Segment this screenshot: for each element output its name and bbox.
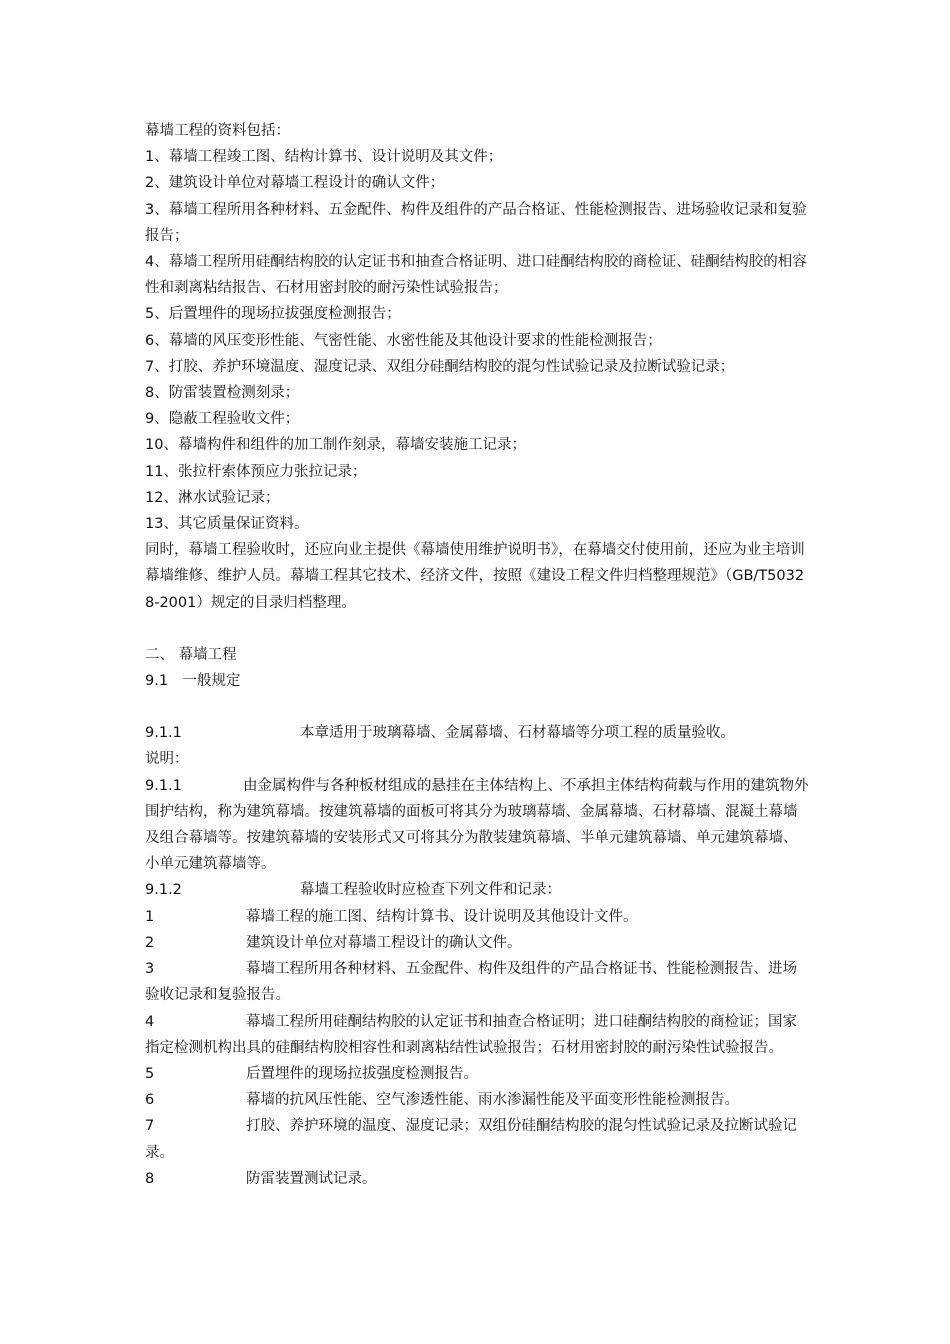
intro-item: 12、淋水试验记录；: [145, 489, 280, 506]
intro-item: 7、打胶、养护环境温度、湿度记录、双组分硅酮结构胶的混匀性试验记录及拉断试验记录；: [145, 358, 735, 375]
clause-text: 幕墙工程验收时应检查下列文件和记录：: [300, 882, 561, 899]
list-item: [145, 1087, 810, 1113]
intro-item: 9、隐蔽工程验收文件；: [145, 411, 300, 428]
spacer: [145, 616, 810, 642]
intro-item: 10、幕墙构件和组件的加工制作刻录，幕墙安装施工记录；: [145, 437, 526, 454]
intro-item: 4、幕墙工程所用硅酮结构胶的认定证书和抽查合格证明、进口硅酮结构胶的商检证、硅酮结构胶的相容性和剥离粘结报告、石材用密封胶的耐污染性试验报告；: [145, 254, 807, 297]
intro-item: 1、幕墙工程竣工图、结构计算书、设计说明及其文件；: [145, 149, 503, 166]
explain-label: 说明：: [145, 751, 189, 768]
intro-heading: 幕墙工程的资料包括：: [145, 123, 290, 139]
section-subtitle: 9.1 一般规定: [145, 673, 241, 690]
intro-item: 13、其它质量保证资料。: [145, 516, 309, 533]
list-item: [145, 1113, 810, 1165]
item-text: 幕墙的抗风压性能、空气渗透性能、雨水渗漏性能及平面变形性能检测报告。: [246, 1092, 739, 1109]
intro-item: 6、幕墙的风压变形性能、气密性能、水密性能及其他设计要求的性能检测报告；: [145, 332, 662, 349]
clause-text: 本章适用于玻璃幕墙、金属幕墙、石材幕墙等分项工程的质量验收。: [300, 725, 735, 742]
item-text: 防雷装置测试记录。: [246, 1170, 377, 1187]
list-item: [145, 904, 810, 930]
item-text: 幕墙工程所用各种材料、五金配件、构件及组件的产品合格证书、性能检测报告、进场验收记录和复验报告。: [145, 961, 797, 1004]
clause-number: 9.1.1: [145, 725, 182, 742]
item-text: 幕墙工程所用硅酮结构胶的认定证书和抽查合格证明；进口硅酮结构胶的商检证；国家指定检测机构出具的硅酮结构胶相容性和剥离粘结性试验报告；石材用密封胶的耐污染性试验报告。: [145, 1013, 797, 1056]
section-title: 二、 幕墙工程: [145, 646, 237, 663]
item-number: 7: [145, 1118, 155, 1135]
list-item: [145, 1009, 810, 1061]
item-number: 3: [145, 961, 155, 978]
item-number: 4: [145, 1013, 155, 1030]
explain-9-1-1: [145, 773, 810, 878]
intro-item: 2、建筑设计单位对幕墙工程设计的确认文件；: [145, 175, 445, 192]
item-text: 建筑设计单位对幕墙工程设计的确认文件。: [246, 934, 522, 951]
intro-item: 5、后置埋件的现场拉拔强度检测报告；: [145, 306, 401, 323]
item-number: 1: [145, 908, 155, 925]
list-item: [145, 1061, 810, 1087]
item-number: 2: [145, 934, 155, 951]
item-number: 5: [145, 1065, 155, 1082]
clause-9-1-2: [145, 877, 810, 903]
intro-item: 11、张拉杆索体预应力张拉记录；: [145, 463, 367, 480]
item-number: 6: [145, 1092, 155, 1109]
list-item: [145, 930, 810, 956]
list-item: [145, 956, 810, 1008]
clause-9-1-1: [145, 720, 810, 746]
list-item: [145, 1166, 810, 1192]
item-number: 8: [145, 1170, 155, 1187]
item-text: 幕墙工程的施工图、结构计算书、设计说明及其他设计文件。: [246, 908, 638, 925]
spacer: [145, 694, 810, 720]
clause-text: 由金属构件与各种板材组成的悬挂在主体结构上、不承担主体结构荷载与作用的建筑物外围护结构，称为建筑幕墙。按建筑幕墙的面板可将其分为玻璃幕墙、金属幕墙、石材幕墙、混凝土幕墙及组合幕墙等。按建筑幕墙的安装形式又可将其分为散装建筑幕墙、半单元建筑幕墙、单元建筑幕墙、小单元建筑幕墙等。: [145, 777, 809, 873]
clause-number: 9.1.1: [145, 777, 182, 794]
intro-closing: 同时，幕墙工程验收时，还应向业主提供《幕墙使用维护说明书》，在幕墙交付使用前，还应为业主培训幕墙维修、维护人员。幕墙工程其它技术、经济文件，按照《建设工程文件归档整理规范》（GB/T50328-2001）规定的目录归档整理。: [145, 542, 805, 611]
clause-number: 9.1.2: [145, 882, 182, 899]
item-text: 打胶、养护环境的温度、湿度记录；双组份硅酮结构胶的混匀性试验记录及拉断试验记录。: [145, 1118, 797, 1161]
intro-item: 8、防雷装置检测刻录；: [145, 385, 300, 402]
intro-item: 3、幕墙工程所用各种材料、五金配件、构件及组件的产品合格证、性能检测报告、进场验收记录和复验报告；: [145, 201, 807, 244]
item-text: 后置埋件的现场拉拔强度检测报告。: [246, 1065, 478, 1082]
document-page: [145, 118, 810, 1192]
